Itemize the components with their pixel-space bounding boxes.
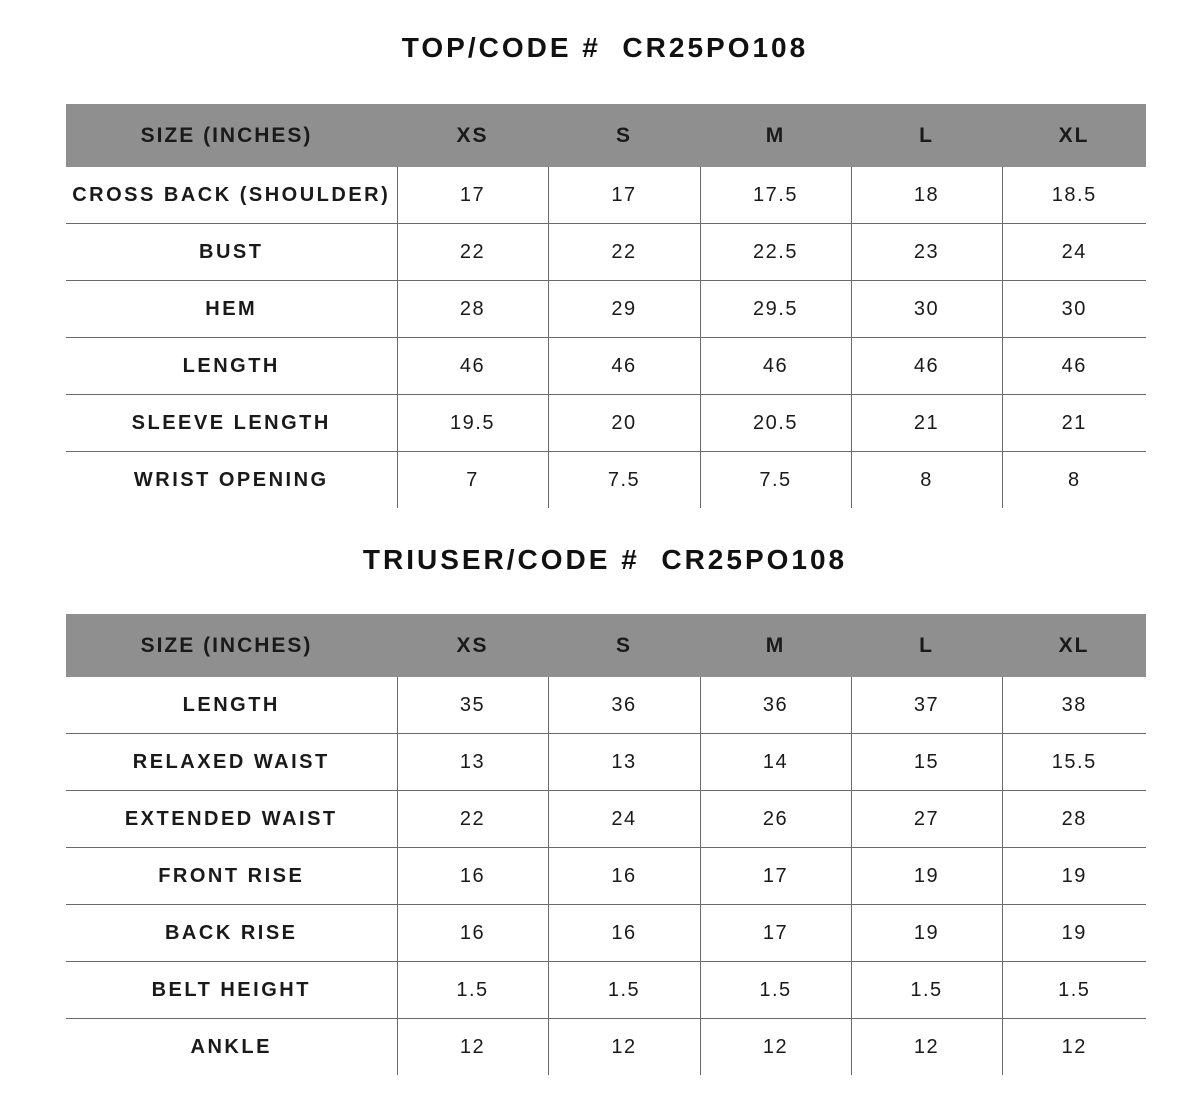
measurement-label: BACK RISE [66,905,397,962]
measurement-value: 12 [548,1019,700,1076]
table-row [66,848,1146,905]
measurement-value: 19.5 [397,395,548,452]
measurement-value: 36 [548,677,700,734]
measurement-value: 28 [1002,791,1146,848]
measurement-value: 14 [700,734,851,791]
measurement-value: 19 [1002,905,1146,962]
size-column-header: L [851,104,1002,167]
measurement-value: 8 [1002,452,1146,509]
measurement-value: 16 [397,905,548,962]
table-row [66,338,1146,395]
header-row [66,614,1146,677]
measurement-value: 1.5 [700,962,851,1019]
size-column-header: M [700,104,851,167]
measurement-value: 46 [397,338,548,395]
trouser-size-chart-title: TRIUSER/CODE # CR25PO108 [362,544,848,575]
measurement-value: 16 [548,848,700,905]
measurement-value: 16 [397,848,548,905]
measurement-value: 13 [548,734,700,791]
top-size-table [66,104,1146,508]
table-row [66,395,1146,452]
measurement-value: 7.5 [548,452,700,509]
measurement-label: HEM [66,281,397,338]
measurement-value: 18 [851,167,1002,224]
size-column-header: XL [1002,104,1146,167]
size-unit-header: SIZE (INCHES) [66,104,397,167]
measurement-value: 16 [548,905,700,962]
table-row [66,167,1146,224]
table-row [66,1019,1146,1076]
size-unit-header: SIZE (INCHES) [66,614,397,677]
measurement-label: WRIST OPENING [133,468,329,491]
measurement-value: 24 [548,791,700,848]
measurement-value: 29 [548,281,700,338]
measurement-label: BUST [66,224,397,281]
measurement-value: 12 [397,1019,548,1076]
measurement-value: 38 [1002,677,1146,734]
measurement-label: CROSS BACK (SHOULDER) [66,167,397,224]
measurement-value: 22.5 [700,224,851,281]
measurement-value: 30 [851,281,1002,338]
size-column-header: M [700,614,851,677]
measurement-value: 17.5 [700,167,851,224]
measurement-value: 21 [1002,395,1146,452]
measurement-value: 7 [397,452,548,509]
size-column-header: S [548,614,700,677]
table-row [66,905,1146,962]
measurement-value: 12 [851,1019,1002,1076]
size-column-header: XL [1002,614,1146,677]
table-row [66,452,1146,509]
measurement-value: 20 [548,395,700,452]
measurement-label: LENGTH [66,338,397,395]
measurement-value: 46 [1002,338,1146,395]
measurement-value: 28 [397,281,548,338]
measurement-value: 26 [700,791,851,848]
measurement-value: 17 [548,167,700,224]
measurement-value: 22 [397,224,548,281]
measurement-value: 20.5 [700,395,851,452]
measurement-label: FRONT RISE [66,848,397,905]
measurement-value: 19 [851,905,1002,962]
measurement-label: LENGTH [66,677,397,734]
measurement-value: 36 [700,677,851,734]
measurement-value: 22 [397,791,548,848]
measurement-value: 29.5 [700,281,851,338]
size-column-header: XS [397,104,548,167]
measurement-value: 12 [700,1019,851,1076]
measurement-label: EXTENDED WAIST [66,791,397,848]
table-row [66,734,1146,791]
size-column-header: S [548,104,700,167]
measurement-value: 30 [1002,281,1146,338]
measurement-value: 7.5 [700,452,851,509]
measurement-value: 46 [548,338,700,395]
table-row [66,281,1146,338]
measurement-value: 1.5 [851,962,1002,1019]
measurement-label: SLEEVE LENGTH [66,395,397,452]
table-row [66,962,1146,1019]
measurement-value: 15 [851,734,1002,791]
measurement-value: 23 [851,224,1002,281]
measurement-value: 8 [851,452,1002,509]
size-column-header: L [851,614,1002,677]
measurement-value: 17 [700,905,851,962]
top-size-chart-title: TOP/CODE # CR25PO108 [401,32,809,63]
measurement-label: RELAXED WAIST [66,734,397,791]
measurement-value: 17 [700,848,851,905]
table-row [66,677,1146,734]
trouser-size-table [66,614,1146,1075]
measurement-value: 17 [397,167,548,224]
measurement-label: ANKLE [190,1035,272,1058]
table-row [66,791,1146,848]
measurement-value: 1.5 [1002,962,1146,1019]
measurement-value: 1.5 [397,962,548,1019]
measurement-label: BELT HEIGHT [66,962,397,1019]
measurement-value: 18.5 [1002,167,1146,224]
measurement-value: 19 [851,848,1002,905]
measurement-value: 15.5 [1002,734,1146,791]
measurement-value: 13 [397,734,548,791]
measurement-value: 21 [851,395,1002,452]
measurement-value: 19 [1002,848,1146,905]
size-column-header: XS [397,614,548,677]
measurement-value: 27 [851,791,1002,848]
measurement-value: 46 [700,338,851,395]
measurement-value: 24 [1002,224,1146,281]
measurement-value: 46 [851,338,1002,395]
measurement-value: 1.5 [548,962,700,1019]
measurement-value: 37 [851,677,1002,734]
measurement-value: 35 [397,677,548,734]
measurement-value: 22 [548,224,700,281]
header-row [66,104,1146,167]
table-row [66,224,1146,281]
measurement-value: 12 [1002,1019,1146,1076]
